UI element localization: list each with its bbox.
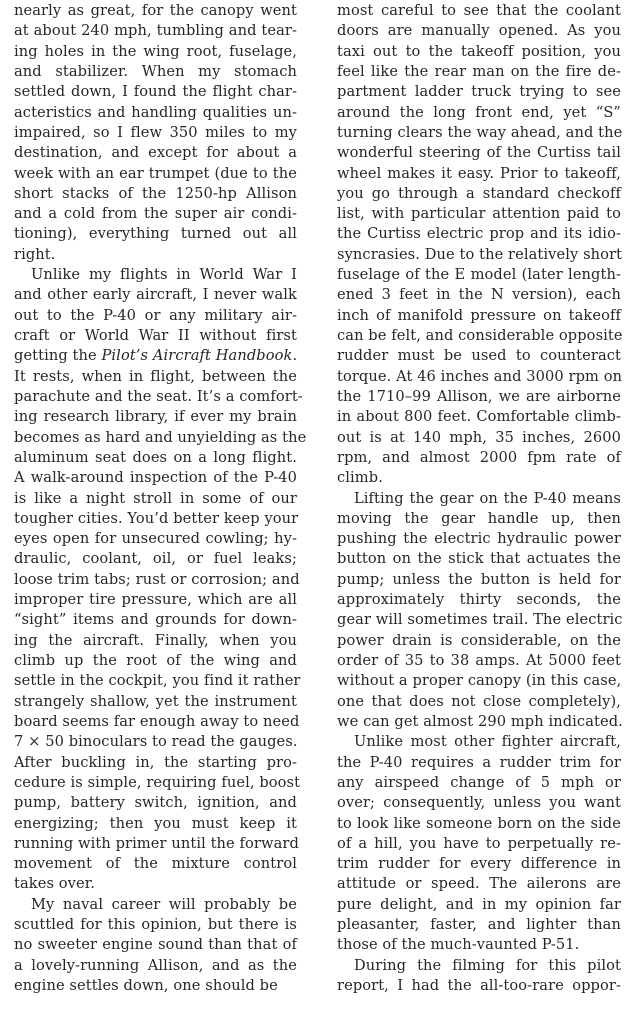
text-line: strangely shallow, yet the instrument [14, 692, 297, 710]
text-line: in about 800 feet. Comfortable climb- [337, 408, 621, 426]
text-line: torque. At 46 inches and 3000 rpm on [337, 367, 623, 385]
text-line: settle in the cockpit, you find it rather [14, 672, 301, 690]
text-line: ing the aircraft. Finally, when you [14, 631, 297, 649]
text-line: we can get almost 290 mph indicated. [337, 712, 623, 730]
text-line: rudder must be used to counteract [337, 347, 621, 365]
text-line: engine settles down, one should be [14, 977, 278, 994]
text-line: is like a night stroll in some of our [14, 489, 297, 507]
text-line: inch of manifold pressure on takeoff [337, 306, 621, 324]
text-line: getting the Pilot’s Aircraft Handbook. [14, 347, 298, 365]
text-line: My naval career will probably be [31, 895, 297, 913]
text-line: “sight” items and grounds for down- [14, 611, 297, 629]
paragraph [337, 489, 621, 733]
text-line: pump; unless the button is held for [337, 570, 621, 588]
left-column [14, 1, 307, 996]
text-line: running with primer until the forward [14, 834, 299, 852]
text-line: climb up the root of the wing and [14, 652, 297, 669]
text-line: of a hill, you have to perpetually re- [337, 834, 621, 852]
text-line: ing holes in the wing root, fuselage, [14, 42, 297, 60]
text-line: no sweeter engine sound than that of [14, 936, 297, 954]
text-line: over; consequently, unless you want [337, 794, 621, 812]
text-line: board seems far enough away to need [14, 712, 300, 730]
text-line: pushing the electric hydraulic power [337, 530, 621, 548]
text-line: pure delight, and in my opinion far [337, 895, 621, 913]
text-line: trim rudder for every difference in [337, 855, 621, 873]
text-line: tioning), everything turned out all [14, 225, 297, 243]
text-line: and a cold from the super air condi- [14, 205, 297, 223]
paragraph [337, 956, 621, 997]
text-line: wonderful steering of the Curtiss tail [337, 144, 621, 162]
text-line: A walk-around inspection of the P-40 [14, 469, 297, 487]
text-line: pump, battery switch, ignition, and [14, 794, 297, 812]
text-line: nearly as great, for the canopy went [14, 2, 297, 19]
text-line: the P-40 requires a rudder trim for [337, 753, 621, 771]
text-line: you go through a standard checkoff [337, 184, 621, 202]
text-line: doors are manually opened. As you [337, 22, 621, 40]
text-line: approximately thirty seconds, the [337, 591, 621, 609]
text-line: eyes open for unsecured cowling; hy- [14, 530, 297, 548]
text-line: craft or World War II without first [14, 327, 297, 344]
text-line: energizing; then you must keep it [14, 814, 297, 832]
text-line: destination, and except for about a [14, 144, 297, 162]
text-line: syncrasies. Due to the relatively short [337, 245, 623, 263]
text-line: taxi out to the takeoff position, you [337, 42, 621, 60]
text-line: parachute and the seat. It’s a comfort- [14, 387, 303, 405]
text-line: becomes as hard and unyielding as the [14, 428, 307, 446]
text-line: the Curtiss electric prop and its idio- [337, 225, 621, 243]
text-line: loose trim tabs; rust or corrosion; and [14, 570, 300, 588]
text-line: cedure is simple, requiring fuel, boost [14, 773, 301, 791]
text-line: moving the gear handle up, then [337, 509, 621, 527]
text-line: those of the much-vaunted P-51. [337, 936, 580, 954]
text-line: one that does not close completely), [337, 692, 621, 710]
text-line: aluminum seat does on a long flight. [14, 448, 297, 466]
text-line: After buckling in, the starting pro- [14, 753, 297, 771]
text-line: It rests, when in flight, between the [14, 367, 297, 385]
text-line: climb. [337, 469, 383, 487]
text-line: out to the P-40 or any military air- [14, 306, 297, 324]
text-line: and stabilizer. When my stomach [14, 62, 297, 80]
text-line: list, with particular attention paid to [337, 205, 621, 223]
text-line: partment ladder truck trying to see [337, 83, 621, 101]
text-line: a lovely-running Allison, and as the [14, 956, 297, 974]
text-line: wheel makes it easy. Prior to takeoff, [337, 164, 621, 182]
text-line: During the filming for this pilot [354, 956, 621, 974]
text-line: can be felt, and considerable opposite [337, 327, 623, 344]
text-line: at about 240 mph, tumbling and tear- [14, 22, 297, 40]
text-line: fuselage of the E model (later length- [337, 266, 621, 284]
right-column [337, 1, 621, 996]
text-line: attitude or speed. The ailerons are [337, 875, 621, 893]
text-line: any airspeed change of 5 mph or [337, 773, 621, 791]
text-line: settled down, I found the flight char- [14, 83, 297, 101]
text-line: right. [14, 245, 56, 263]
text-line: power drain is considerable, on the [337, 631, 621, 649]
text-line: Lifting the gear on the P-40 means [354, 489, 621, 507]
book-title: Pilot’s Aircraft Handbook [101, 347, 293, 365]
text-line: and other early aircraft, I never walk [14, 286, 297, 304]
text-line: turning clears the way ahead, and the [337, 123, 623, 141]
text-line: Unlike most other fighter aircraft, [354, 733, 621, 751]
text-line: movement of the mixture control [14, 855, 297, 873]
text-line: most careful to see that the coolant [337, 2, 621, 19]
text-line: acteristics and handling qualities un- [14, 103, 297, 121]
text-line: short stacks of the 1250-hp Allison [14, 184, 297, 202]
text-line: ened 3 feet in the N version), each [337, 286, 621, 304]
text-line: to look like someone born on the side [337, 814, 621, 832]
text-line: improper tire pressure, which are all [14, 591, 297, 609]
text-line: out is at 140 mph, 35 inches, 2600 [337, 428, 621, 446]
text-line: the 1710–99 Allison, we are airborne [337, 387, 621, 405]
text-line: tougher cities. You’d better keep your [14, 509, 299, 527]
text-line: button on the stick that actuates the [337, 550, 621, 568]
text-line: gear will sometimes trail. The electric [337, 611, 623, 629]
text-line: draulic, coolant, oil, or fuel leaks; [14, 550, 297, 568]
text-line: 7 × 50 binoculars to read the gauges. [14, 733, 298, 751]
paragraph [14, 265, 307, 895]
text-line: without a proper canopy (in this case, [337, 672, 622, 690]
text-line: scuttled for this opinion, but there is [14, 916, 297, 934]
text-line: pleasanter, faster, and lighter than [337, 916, 621, 934]
paragraph [14, 1, 297, 265]
text-line: feel like the rear man on the fire de- [337, 62, 621, 80]
paragraph [337, 732, 621, 955]
paragraph [14, 895, 297, 997]
text-line: report, I had the all-too-rare oppor- [337, 977, 621, 994]
text-line: around the long front end, yet “S” [337, 103, 621, 121]
text-line: takes over. [14, 875, 95, 893]
text-line: impaired, so I flew 350 miles to my [14, 123, 297, 141]
paragraph [337, 1, 621, 489]
text-line: rpm, and almost 2000 fpm rate of [337, 448, 621, 466]
text-line: ing research library, if ever my brain [14, 408, 297, 426]
text-line: order of 35 to 38 amps. At 5000 feet [337, 652, 621, 669]
text-line: Unlike my flights in World War I [31, 266, 297, 284]
text-line: week with an ear trumpet (due to the [14, 164, 297, 182]
